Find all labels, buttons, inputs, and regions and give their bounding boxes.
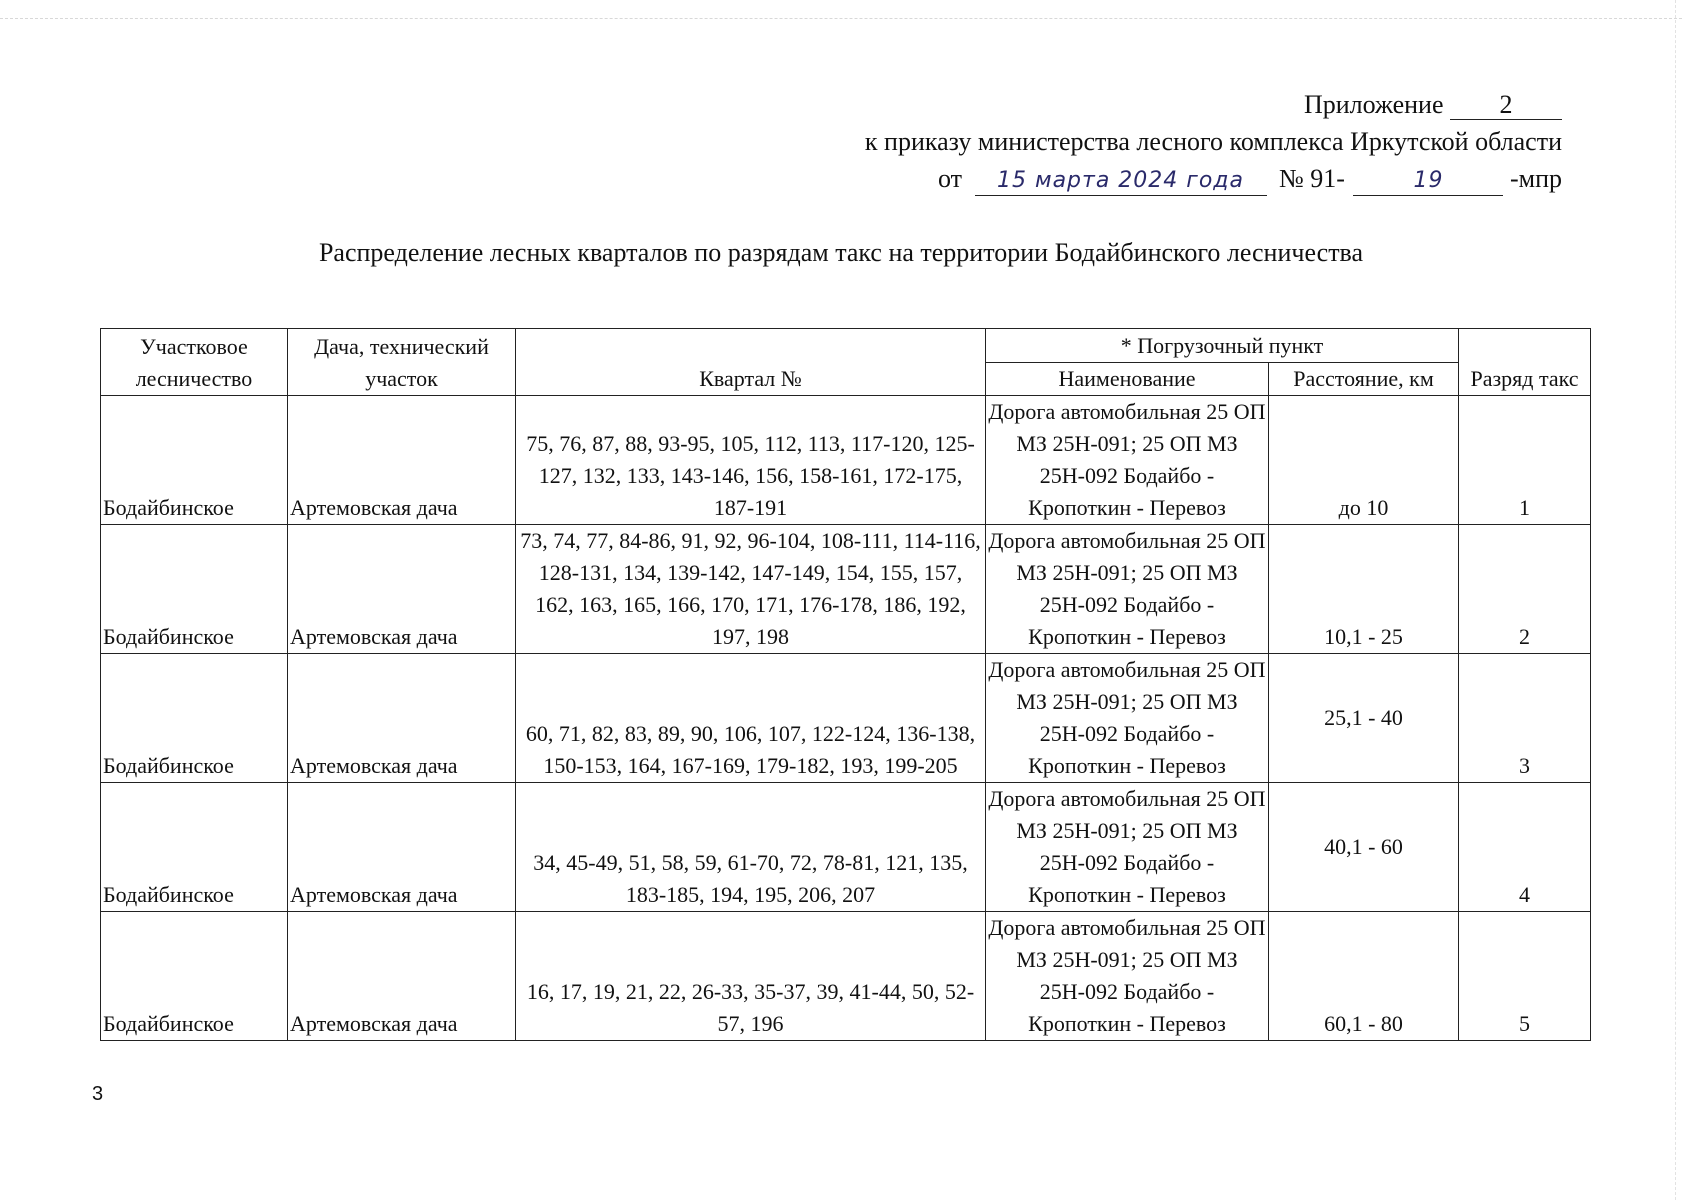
cell-quarters: 73, 74, 77, 84-86, 91, 92, 96-104, 108-111, 114-116, 128-131, 134, 139-142, 147-149, 154, 155, 157, 162, 163, 165, 166, 170, 171, 176-178, 186, 192, 197, 198: [516, 525, 986, 654]
header-row-1: [101, 329, 1591, 363]
order-number-field: [1353, 165, 1503, 196]
appendix-header: [865, 86, 1562, 197]
cell-dacha: Артемовская дача: [288, 525, 516, 654]
cell-distance: до 10: [1269, 396, 1459, 525]
cell-rank: 1: [1459, 396, 1591, 525]
order-date-number-line: [865, 160, 1562, 197]
cell-rank: 4: [1459, 783, 1591, 912]
cell-loading-name: Дорога автомобильная 25 ОП МЗ 25Н-091; 25 ОП МЗ 25Н-092 Бодайбо - Кропоткин - Перевоз: [986, 783, 1269, 912]
scan-edge-top: [0, 18, 1682, 19]
cell-district: Бодайбинское: [101, 525, 288, 654]
cell-distance: 10,1 - 25: [1269, 525, 1459, 654]
appendix-line: [865, 86, 1562, 123]
header-district: Участковое лесничество: [101, 329, 288, 396]
appendix-label: Приложение: [1303, 90, 1444, 119]
header-loading-point: * Погрузочный пункт: [986, 329, 1459, 363]
cell-loading-name: Дорога автомобильная 25 ОП МЗ 25Н-091; 25 ОП МЗ 25Н-092 Бодайбо - Кропоткин - Перевоз: [986, 654, 1269, 783]
cell-dacha: Артемовская дача: [288, 912, 516, 1041]
header-rank: Разряд такс: [1459, 329, 1591, 396]
header-distance: Расстояние, км: [1269, 363, 1459, 396]
header-quarter: Квартал №: [516, 329, 986, 396]
distribution-table: [100, 328, 1591, 1041]
appendix-number-text: 2: [1499, 90, 1513, 119]
cell-quarters: 34, 45-49, 51, 58, 59, 61-70, 72, 78-81, 121, 135, 183-185, 194, 195, 206, 207: [516, 783, 986, 912]
table-row: [101, 525, 1591, 654]
cell-district: Бодайбинское: [101, 912, 288, 1041]
order-line: к приказу министерства лесного комплекса Иркутской области: [864, 127, 1562, 156]
cell-dacha: Артемовская дача: [288, 783, 516, 912]
cell-rank: 3: [1459, 654, 1591, 783]
cell-loading-name: Дорога автомобильная 25 ОП МЗ 25Н-091; 25 ОП МЗ 25Н-092 Бодайбо - Кропоткин - Перевоз: [986, 396, 1269, 525]
header-name: Наименование: [986, 363, 1269, 396]
cell-distance: 25,1 - 40: [1269, 654, 1459, 783]
cell-dacha: Артемовская дача: [288, 396, 516, 525]
table-row: [101, 396, 1591, 525]
cell-district: Бодайбинское: [101, 783, 288, 912]
cell-district: Бодайбинское: [101, 654, 288, 783]
cell-loading-name: Дорога автомобильная 25 ОП МЗ 25Н-091; 25 ОП МЗ 25Н-092 Бодайбо - Кропоткин - Перевоз: [986, 525, 1269, 654]
order-number-handwritten: 19: [1413, 168, 1444, 193]
cell-rank: 5: [1459, 912, 1591, 1041]
table-row: [101, 783, 1591, 912]
page-number: 3: [92, 1083, 104, 1105]
order-date-handwritten: 15 марта 2024 года: [996, 168, 1244, 193]
cell-distance: 60,1 - 80: [1269, 912, 1459, 1041]
table-row: [101, 654, 1591, 783]
from-label: от: [937, 164, 962, 193]
table-row: [101, 912, 1591, 1041]
order-suffix: -мпр: [1509, 164, 1562, 193]
document-title: Распределение лесных кварталов по разрядам такс на территории Бодайбинского лесничества: [318, 238, 1364, 267]
appendix-number: [1450, 91, 1562, 120]
cell-quarters: 60, 71, 82, 83, 89, 90, 106, 107, 122-124, 136-138, 150-153, 164, 167-169, 179-182, 193, 199-205: [516, 654, 986, 783]
cell-district: Бодайбинское: [101, 396, 288, 525]
scan-edge-right: [1675, 0, 1676, 1200]
cell-quarters: 75, 76, 87, 88, 93-95, 105, 112, 113, 117-120, 125-127, 132, 133, 143-146, 156, 158-161, 172-175, 187-191: [516, 396, 986, 525]
cell-loading-name: Дорога автомобильная 25 ОП МЗ 25Н-091; 25 ОП МЗ 25Н-092 Бодайбо - Кропоткин - Перевоз: [986, 912, 1269, 1041]
cell-distance: 40,1 - 60: [1269, 783, 1459, 912]
cell-quarters: 16, 17, 19, 21, 22, 26-33, 35-37, 39, 41-44, 50, 52-57, 196: [516, 912, 986, 1041]
number-label: № 91-: [1279, 164, 1345, 193]
header-dacha: Дача, технический участок: [288, 329, 516, 396]
cell-dacha: Артемовская дача: [288, 654, 516, 783]
cell-rank: 2: [1459, 525, 1591, 654]
order-date-field: [975, 165, 1267, 196]
